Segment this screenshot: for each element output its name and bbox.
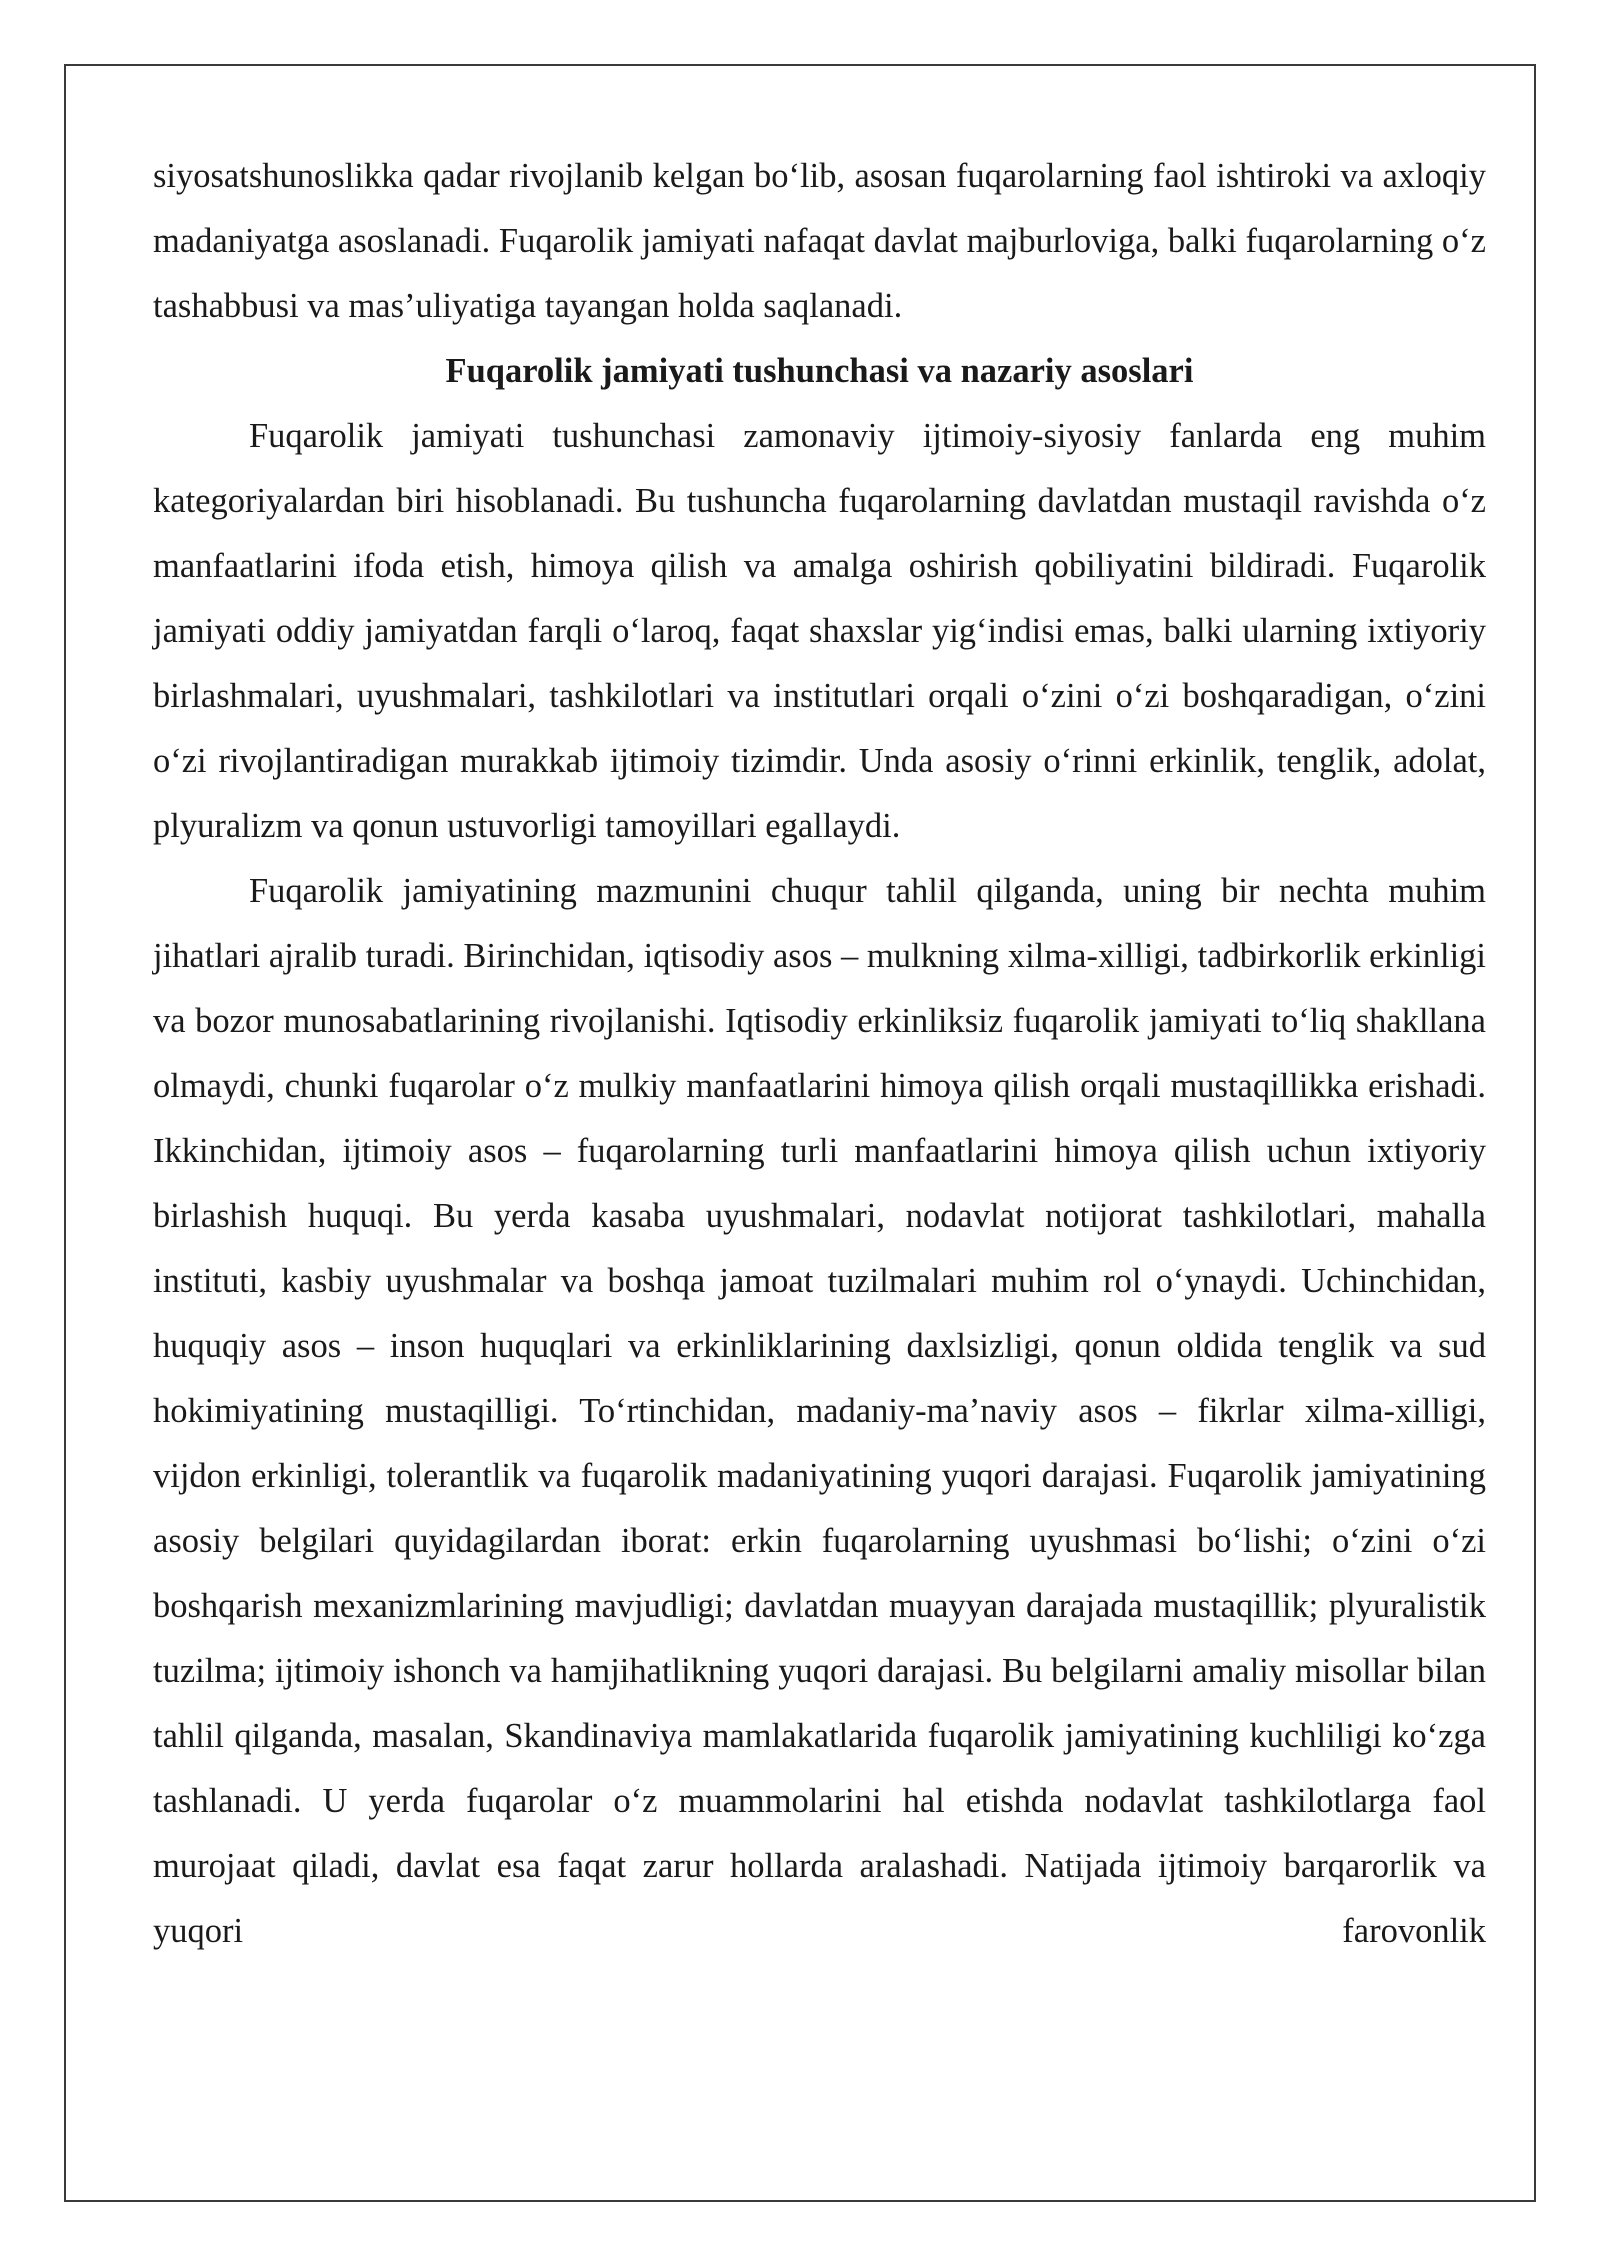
paragraph-analysis: Fuqarolik jamiyatining mazmunini chuqur tahlil qilganda, uning bir nechta muhim jihatlari ajralib turadi. Birinchidan, iqtisodiy asos – mulkning xilma-xilligi, tadbirkorlik erkinligi va bozor munosabatlarining rivojlanishi. Iqtisodiy erkinliksiz fuqarolik jamiyati to‘liq shakllana olmaydi, chunki fuqarolar o‘z mulkiy manfaatlarini himoya qilish orqali mustaqillikka erishadi. Ikkinchidan, ijtimoiy asos – fuqarolarning turli manfaatlarini himoya qilish uchun ixtiyoriy birlashish huquqi. Bu yerda kasaba uyushmalari, nodavlat notijorat tashkilotlari, mahalla instituti, kasbiy uyushmalar va boshqa jamoat tuzilmalari muhim rol o‘ynaydi. Uchinchidan, huquqiy asos – inson huquqlari va erkinliklarining daxlsizligi, qonun oldida tenglik va sud hokimiyatining mustaqilligi. To‘rtinchidan, madaniy-ma’naviy asos – fikrlar xilma-xilligi, vijdon erkinligi, tolerantlik va fuqarolik madaniyatining yuqori darajasi. Fuqarolik jamiyatining asosiy belgilari quyidagilardan iborat: erkin fuqarolarning uyushmasi bo‘lishi; o‘zini o‘zi boshqarish mexanizmlarining mavjudligi; davlatdan muayyan darajada mustaqillik; plyuralistik tuzilma; ijtimoiy ishonch va hamjihatlikning yuqori darajasi. Bu belgilarni amaliy misollar bilan tahlil qilganda, masalan, Skandinaviya mamlakatlarida fuqarolik jamiyatining kuchliligi ko‘zga tashlanadi. U yerda fuqarolar o‘z muammolarini hal etishda nodavlat tashkilotlarga faol murojaat qiladi, davlat esa faqat zarur hollarda aralashadi. Natijada ijtimoiy barqarorlik va yuqori farovonlik: [153, 872, 1486, 1950]
paragraph-continuation: siyosatshunoslikka qadar rivojlanib kelgan bo‘lib, asosan fuqarolarning faol ishtiroki va axloqiy madaniyatga asoslanadi. Fuqarolik jamiyati nafaqat davlat majburloviga, balki fuqarolarning o‘z tashabbusi va mas’uliyatiga tayangan holda saqlanadi.: [153, 157, 1486, 325]
section-heading: Fuqarolik jamiyati tushunchasi va nazariy asoslari: [445, 352, 1194, 390]
document-body: [153, 144, 1486, 1964]
paragraph-concept: Fuqarolik jamiyati tushunchasi zamonaviy ijtimoiy-siyosiy fanlarda eng muhim kategoriyalardan biri hisoblanadi. Bu tushuncha fuqarolarning davlatdan mustaqil ravishda o‘z manfaatlarini ifoda etish, himoya qilish va amalga oshirish qobiliyatini bildiradi. Fuqarolik jamiyati oddiy jamiyatdan farqli o‘laroq, faqat shaxslar yig‘indisi emas, balki ularning ixtiyoriy birlashmalari, uyushmalari, tashkilotlari va institutlari orqali o‘zini o‘zi boshqaradigan, o‘zini o‘zi rivojlantiradigan murakkab ijtimoiy tizimdir. Unda asosiy o‘rinni erkinlik, tenglik, adolat, plyuralizm va qonun ustuvorligi tamoyillari egallaydi.: [153, 417, 1486, 845]
